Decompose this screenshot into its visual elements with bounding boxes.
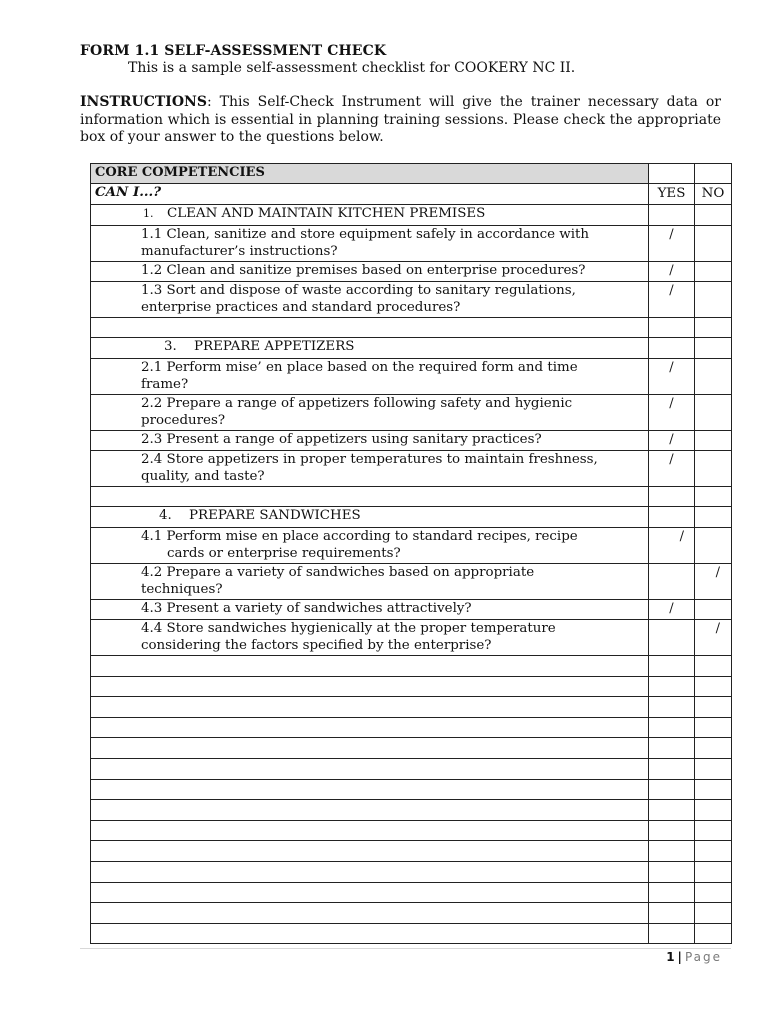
question-line: procedures?: [141, 412, 226, 428]
competency-row: [91, 507, 732, 528]
yes-checkbox[interactable]: [649, 620, 695, 656]
competency-title: CLEAN AND MAINTAIN KITCHEN PREMISES: [167, 206, 486, 221]
no-checkbox[interactable]: [695, 359, 732, 395]
question-line: 1.1 Clean, sanitize and store equipment safely in accordance with: [141, 227, 590, 242]
competency-number: 4.: [159, 508, 172, 523]
competency-number: 3.: [164, 339, 177, 354]
page-label: Page: [684, 950, 722, 964]
no-checkbox[interactable]: [695, 431, 732, 451]
question-cell: [91, 620, 649, 656]
question-line: 2.3 Present a range of appetizers using sanitary practices?: [141, 432, 542, 447]
self-assessment-table: [90, 163, 732, 944]
question-line: techniques?: [141, 581, 223, 597]
instructions-label: INSTRUCTIONS: [80, 94, 207, 110]
question-line: 4.4 Store sandwiches hygienically at the proper temperature: [141, 621, 556, 636]
question-line: 2.1 Perform mise’ en place based on the required form and time: [141, 360, 578, 375]
yes-checkbox[interactable]: /: [649, 262, 695, 282]
question-row: [91, 451, 732, 487]
can-i-label: CAN I...?: [91, 184, 649, 205]
yes-checkbox[interactable]: /: [649, 451, 695, 487]
no-checkbox[interactable]: [695, 395, 732, 431]
question-row: [91, 600, 732, 620]
question-cell: [91, 359, 649, 395]
yes-checkbox[interactable]: /: [649, 528, 695, 564]
empty-row: [91, 800, 732, 821]
empty-row: [91, 676, 732, 697]
empty-row: [91, 758, 732, 779]
empty-row: [91, 318, 732, 338]
question-cell: [91, 431, 649, 451]
header-yes-cell: [649, 164, 695, 184]
yes-checkbox[interactable]: /: [649, 395, 695, 431]
yes-checkbox[interactable]: /: [649, 226, 695, 262]
yes-checkbox[interactable]: [649, 564, 695, 600]
competency-row: [91, 338, 732, 359]
empty-row: [91, 882, 732, 903]
empty-row: [91, 487, 732, 507]
empty-row: [91, 738, 732, 759]
page-number: 1: [666, 950, 675, 964]
empty-row: [91, 779, 732, 800]
question-row: [91, 528, 732, 564]
question-cell: [91, 451, 649, 487]
form-title: FORM 1.1 SELF-ASSESSMENT CHECK: [80, 43, 387, 59]
question-line: considering the factors specified by the enterprise?: [141, 637, 492, 653]
page-footer: [666, 950, 722, 964]
no-checkbox[interactable]: /: [695, 564, 732, 600]
no-checkbox[interactable]: [695, 226, 732, 262]
empty-row: [91, 697, 732, 718]
empty-row: [91, 841, 732, 862]
question-row: [91, 262, 732, 282]
empty-row: [91, 717, 732, 738]
header-no-cell: [695, 164, 732, 184]
instructions-text: : This Self-Check Instrument will give the trainer necessary data or information which is essential in planning training sessions. Please check the appropriate box of your answer to the questions below.: [80, 94, 721, 145]
question-line: 4.2 Prepare a variety of sandwiches based on appropriate: [141, 565, 535, 580]
question-line: 4.1 Perform mise en place according to standard recipes, recipe: [141, 529, 578, 544]
can-i-row: [91, 184, 732, 205]
question-line: enterprise practices and standard procedures?: [141, 299, 461, 315]
question-cell: [91, 564, 649, 600]
question-line: 2.4 Store appetizers in proper temperatures to maintain freshness,: [141, 452, 598, 467]
question-line: 4.3 Present a variety of sandwiches attractively?: [141, 601, 472, 616]
yes-cell[interactable]: [649, 205, 695, 226]
no-checkbox[interactable]: [695, 600, 732, 620]
yes-checkbox[interactable]: /: [649, 600, 695, 620]
competency-title: PREPARE APPETIZERS: [194, 339, 355, 354]
competency-title-cell: [91, 507, 649, 528]
core-competencies-header: CORE COMPETENCIES: [91, 164, 649, 184]
competency-number: 1.: [143, 207, 154, 220]
question-row: [91, 564, 732, 600]
footer-divider: [80, 948, 731, 949]
question-line: 2.2 Prepare a range of appetizers following safety and hygienic: [141, 396, 573, 411]
empty-row: [91, 923, 732, 944]
yes-cell[interactable]: [649, 338, 695, 359]
question-line: quality, and taste?: [141, 468, 265, 484]
yes-cell[interactable]: [649, 507, 695, 528]
question-cell: [91, 282, 649, 318]
no-checkbox[interactable]: /: [695, 620, 732, 656]
yes-checkbox[interactable]: /: [649, 359, 695, 395]
no-checkbox[interactable]: [695, 451, 732, 487]
question-line: frame?: [141, 376, 189, 392]
no-cell[interactable]: [695, 338, 732, 359]
question-line: 1.3 Sort and dispose of waste according to sanitary regulations,: [141, 283, 576, 298]
empty-row: [91, 656, 732, 677]
form-subtitle: This is a sample self-assessment checklist for COOKERY NC II.: [128, 60, 576, 76]
question-cell: [91, 600, 649, 620]
competency-title-cell: [91, 205, 649, 226]
no-column-label: NO: [695, 184, 732, 205]
empty-row: [91, 903, 732, 924]
yes-checkbox[interactable]: /: [649, 431, 695, 451]
yes-checkbox[interactable]: /: [649, 282, 695, 318]
question-cell: [91, 262, 649, 282]
question-row: [91, 226, 732, 262]
yes-column-label: YES: [649, 184, 695, 205]
table-header-row: [91, 164, 732, 184]
no-cell[interactable]: [695, 205, 732, 226]
question-cell: [91, 226, 649, 262]
no-checkbox[interactable]: [695, 262, 732, 282]
competency-row: [91, 205, 732, 226]
empty-row: [91, 820, 732, 841]
question-line: cards or enterprise requirements?: [167, 545, 401, 561]
question-row: [91, 282, 732, 318]
question-row: [91, 620, 732, 656]
no-cell[interactable]: [695, 507, 732, 528]
footer-separator: |: [677, 950, 682, 964]
question-row: [91, 431, 732, 451]
no-checkbox[interactable]: [695, 528, 732, 564]
question-line: 1.2 Clean and sanitize premises based on enterprise procedures?: [141, 263, 586, 278]
instructions-paragraph: [80, 94, 721, 147]
question-cell: [91, 395, 649, 431]
question-cell: [91, 528, 649, 564]
question-row: [91, 395, 732, 431]
competency-title: PREPARE SANDWICHES: [189, 508, 361, 523]
question-line: manufacturer’s instructions?: [141, 243, 338, 259]
no-checkbox[interactable]: [695, 282, 732, 318]
empty-row: [91, 861, 732, 882]
question-row: [91, 359, 732, 395]
competency-title-cell: [91, 338, 649, 359]
